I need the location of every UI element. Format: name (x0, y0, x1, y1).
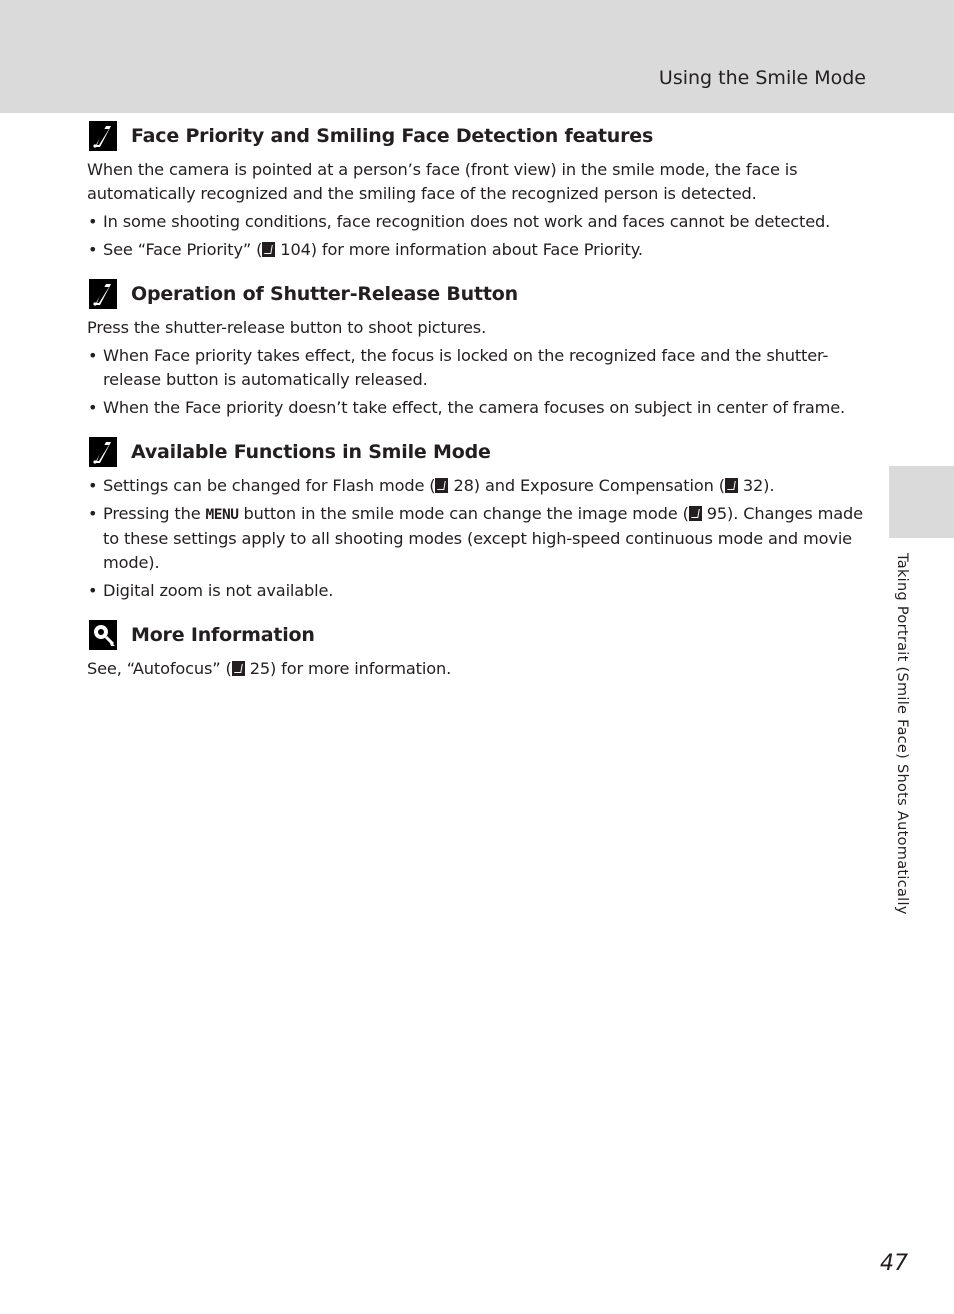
caution-icon (89, 279, 117, 309)
bullet-item: • Digital zoom is not available. (87, 579, 867, 603)
page-number: 47 (880, 1251, 908, 1276)
page-reference-icon (689, 506, 702, 521)
section-heading (89, 118, 867, 154)
section-face-priority (87, 118, 867, 262)
bullet-item: • Pressing the MENU button in the smile mode can change the image mode ( 95). Changes made to these settings apply to all shooting modes (except high-speed continuous mode and movie mode). (87, 502, 867, 575)
section-title: Face Priority and Smiling Face Detection features (131, 125, 654, 147)
bullet-list (87, 344, 867, 420)
side-tab-label: Taking Portrait (Smile Face) Shots Automatically (894, 553, 910, 915)
section-heading (89, 617, 867, 653)
bullet-list (87, 210, 867, 262)
more-info-icon (89, 620, 117, 650)
section-title: Available Functions in Smile Mode (131, 441, 491, 463)
bullet-item: • When the Face priority doesn’t take effect, the camera focuses on subject in center of frame. (87, 396, 867, 420)
section-paragraph: Press the shutter-release button to shoot pictures. (87, 318, 487, 337)
bullet-item: • When Face priority takes effect, the focus is locked on the recognized face and the shutter-release button is automatically released. (87, 344, 867, 392)
header-band (0, 0, 954, 113)
section-title: Operation of Shutter-Release Button (131, 283, 518, 305)
bullet-item: • Settings can be changed for Flash mode ( 28) and Exposure Compensation ( 32). (87, 474, 867, 498)
page-reference-icon (435, 478, 448, 493)
section-heading (89, 434, 867, 470)
caution-icon (89, 121, 117, 151)
section-title: More Information (131, 624, 315, 646)
section-shutter-release (87, 276, 867, 420)
page-reference-icon (725, 478, 738, 493)
page-reference-icon (232, 661, 245, 676)
page-reference-icon (262, 242, 275, 257)
caution-icon (89, 437, 117, 467)
side-tab (889, 466, 954, 538)
section-available-functions (87, 434, 867, 603)
menu-button-icon: MENU (205, 507, 239, 523)
bullet-list (87, 474, 867, 603)
bullet-item: • See “Face Priority” ( 104) for more information about Face Priority. (87, 238, 867, 262)
section-more-information (87, 617, 867, 681)
page-content (87, 118, 867, 695)
bullet-item: • In some shooting conditions, face recognition does not work and faces cannot be detected. (87, 210, 867, 234)
section-heading (89, 276, 867, 312)
running-header: Using the Smile Mode (658, 67, 866, 89)
section-paragraph: See, “Autofocus” ( 25) for more information. (87, 659, 452, 678)
section-paragraph: When the camera is pointed at a person’s face (front view) in the smile mode, the face is automatically recognized and the smiling face of the recognized person is detected. (87, 160, 798, 203)
